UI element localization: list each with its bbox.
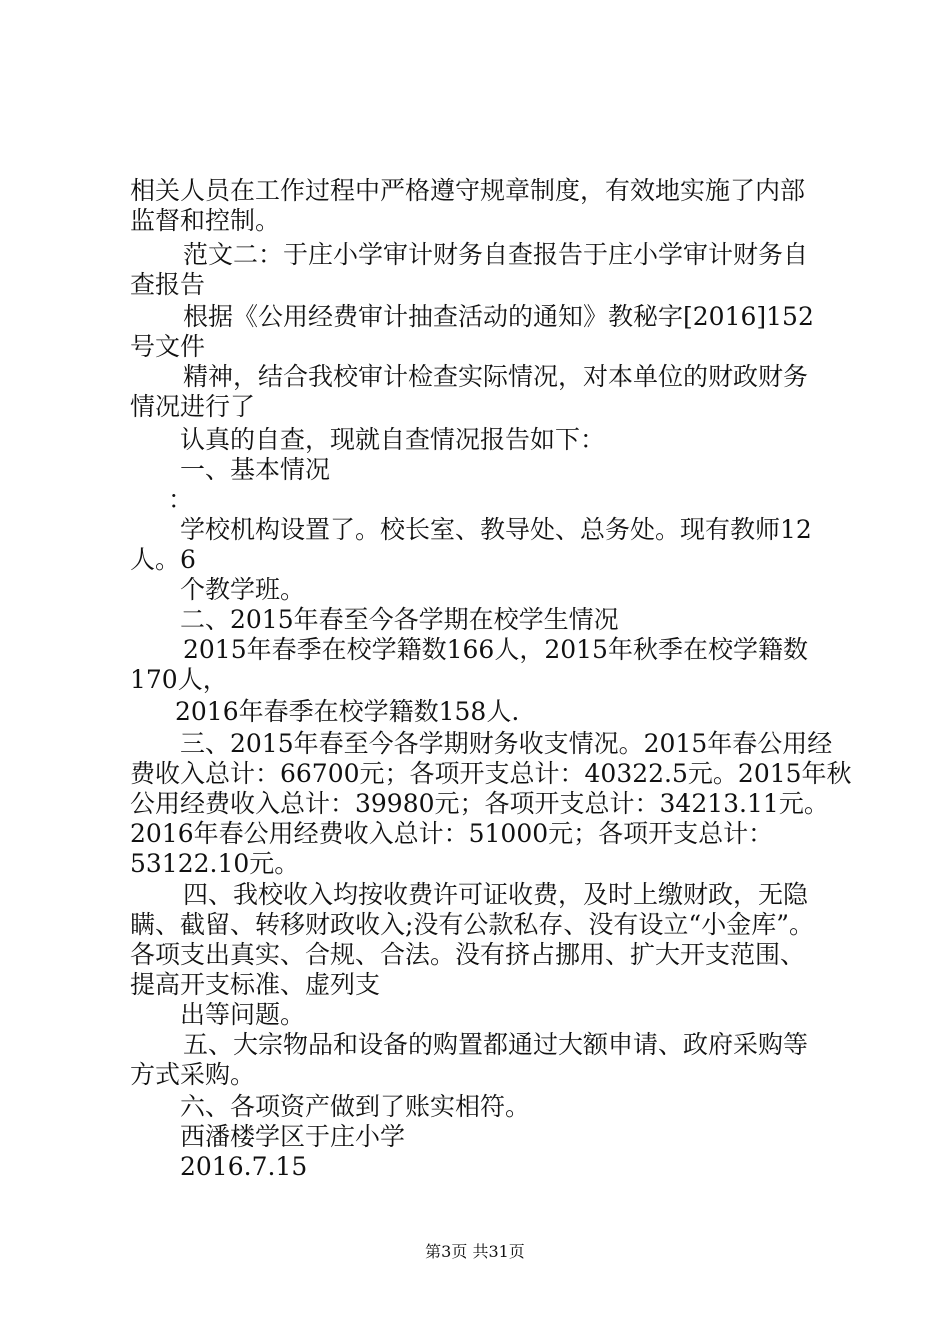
text-line: 范文二：于庄小学审计财务自查报告于庄小学审计财务自 [183,240,809,269]
section-heading: 一、基本情况 [180,455,331,484]
text-line: 53122.10元。 [130,849,300,878]
text-line: 170人， [130,665,228,694]
text-line: 费收入总计：66700元；各项开支总计：40322.5元。2015年秋 [130,759,852,788]
text-line: 提高开支标准、虚列支 [130,970,381,999]
text-line: 瞒、截留、转移财政收入;没有公款私存、没有设立“小金库”。 [130,910,814,939]
text-line: 情况进行了 [130,392,256,421]
text-line: 2016年春公用经费收入总计：51000元；各项开支总计： [130,819,774,848]
text-line: 号文件 [130,332,206,361]
section-heading: 二、2015年春至今各学期在校学生情况 [180,605,619,634]
text-line: 认真的自查，现就自查情况报告如下： [180,425,606,454]
text-line: 个教学班。 [180,575,306,604]
text-line: 2016年春季在校学籍数158人. [175,697,520,726]
text-line: 相关人员在工作过程中严格遵守规章制度，有效地实施了内部 [130,176,806,205]
text-line: 出等问题。 [180,1000,306,1029]
signature-date: 2016.7.15 [180,1152,308,1181]
signature-organization: 西潘楼学区于庄小学 [180,1122,406,1151]
text-line: 2015年春季在校学籍数166人，2015年秋季在校学籍数 [183,635,808,664]
text-line: ： [168,485,194,514]
page-number-footer: 第3页 共31页 [425,1242,525,1261]
section-heading: 五、大宗物品和设备的购置都通过大额申请、政府采购等 [183,1030,809,1059]
text-line: 各项支出真实、合规、合法。没有挤占挪用、扩大开支范围、 [130,940,806,969]
text-line: 监督和控制。 [130,206,281,235]
text-line: 根据《公用经费审计抽查活动的通知》教秘字[2016]152 [183,302,814,331]
text-line: 方式采购。 [130,1060,256,1089]
section-heading: 四、我校收入均按收费许可证收费，及时上缴财政，无隐 [183,880,809,909]
text-line: 查报告 [130,270,206,299]
text-line: 精神，结合我校审计检查实际情况，对本单位的财政财务 [183,362,809,391]
section-heading: 三、2015年春至今各学期财务收支情况。2015年春公用经 [180,729,833,758]
section-heading: 六、各项资产做到了账实相符。 [180,1092,531,1121]
text-line: 学校机构设置了。校长室、教导处、总务处。现有教师12 [180,515,812,544]
text-line: 人。6 [130,545,196,574]
text-line: 公用经费收入总计：39980元；各项开支总计：34213.11元。 [130,789,829,818]
